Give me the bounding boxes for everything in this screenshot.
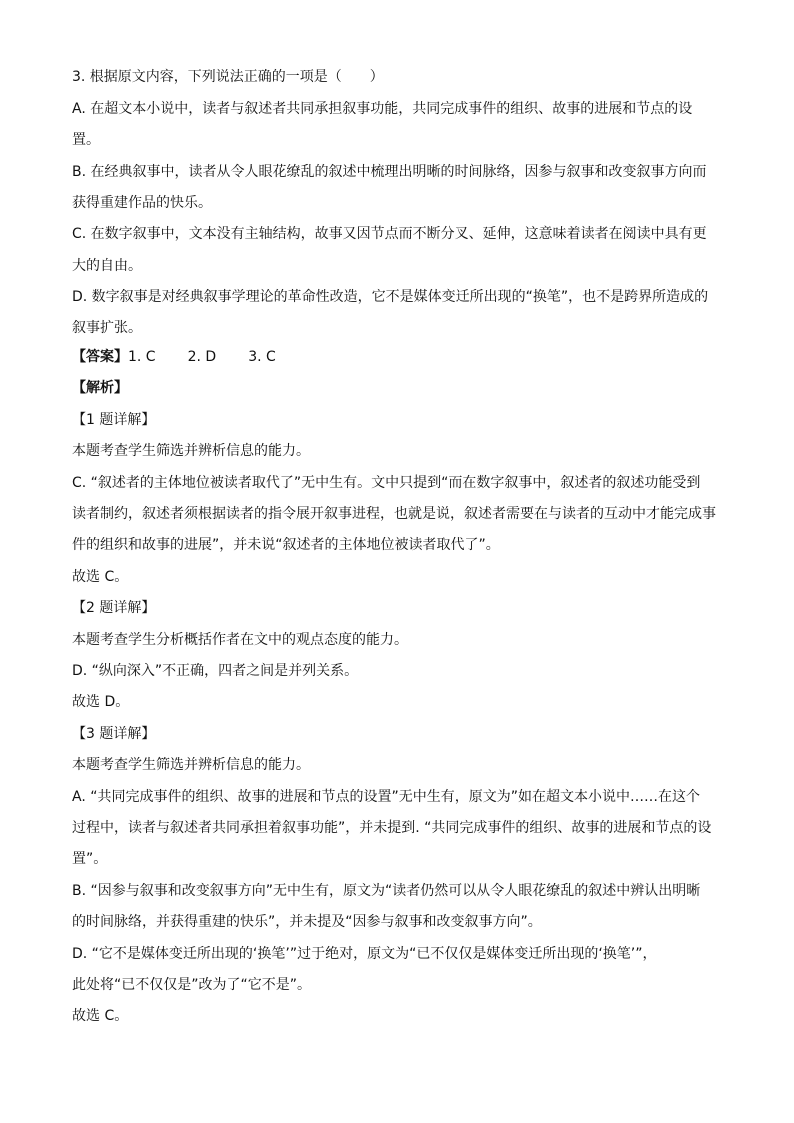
answer-item-2: 2. D (187, 349, 217, 365)
detail-3-conclusion: 故选 C。 (72, 1008, 129, 1024)
answer-row (72, 347, 276, 367)
answer-label: 【答案】 (72, 349, 128, 365)
detail-3-heading: 【3 题详解】 (72, 726, 156, 742)
detail-2-line-2: D. “纵向深入”不正确，四者之间是并列关系。 (72, 663, 359, 679)
detail-2-conclusion: 故选 D。 (72, 694, 130, 710)
option-d-line-1: D. 数字叙事是对经典叙事学理论的革命性改造，它不是媒体变迁所出现的“换笔”，也不是跨界所造成的 (72, 289, 709, 305)
detail-3-line-2: A. “共同完成事件的组织、故事的进展和节点的设置”无中生有，原文为”如在超文本小说中……在这个 (72, 789, 700, 805)
detail-1-conclusion: 故选 C。 (72, 569, 129, 585)
detail-2-heading: 【2 题详解】 (72, 600, 156, 616)
option-c-line-1: C. 在数字叙事中，文本没有主轴结构，故事又因节点而不断分叉、延伸，这意味着读者在阅读中具有更 (72, 226, 707, 242)
detail-1-line-2: C. “叙述者的主体地位被读者取代了”无中生有。文中只提到“而在数字叙事中，叙述者的叙述功能受到 (72, 475, 701, 491)
detail-3-line-3: 过程中，读者与叙述者共同承担着叙事功能”，并未提到. “共同完成事件的组织、故事的进展和节点的设 (72, 820, 712, 836)
question-3-stem: 3. 根据原文内容，下列说法正确的一项是（ ） (72, 69, 384, 85)
answer-item-3: 3. C (248, 349, 276, 365)
option-b-line-1: B. 在经典叙事中，读者从令人眼花缭乱的叙述中梳理出明晰的时间脉络，因参与叙事和改变叙事方向而 (72, 164, 707, 180)
detail-3-line-4: 置”。 (72, 851, 108, 867)
option-a-line-1: A. 在超文本小说中，读者与叙述者共同承担叙事功能，共同完成事件的组织、故事的进展和节点的设 (72, 101, 693, 117)
analysis-label: 【解析】 (72, 380, 128, 396)
answer-item-1: 1. C (128, 349, 156, 365)
detail-1-line-4: 件的组织和故事的进展”，并未说“叙述者的主体地位被读者取代了”。 (72, 537, 500, 553)
option-c-line-2: 大的自由。 (72, 258, 142, 274)
detail-1-line-3: 读者制约，叙述者须根据读者的指令展开叙事进程，也就是说，叙述者需要在与读者的互动中才能完成事 (72, 506, 716, 522)
detail-1-heading: 【1 题详解】 (72, 412, 156, 428)
detail-1-line-1: 本题考查学生筛选并辨析信息的能力。 (72, 443, 310, 459)
option-d-line-2: 叙事扩张。 (72, 320, 142, 336)
detail-3-line-6: 的时间脉络，并获得重建的快乐”，并未提及“因参与叙事和改变叙事方向”。 (72, 914, 542, 930)
option-a-line-2: 置。 (72, 132, 100, 148)
detail-3-line-8: 此处将“已不仅仅是”改为了“它不是”。 (72, 977, 312, 993)
option-b-line-2: 获得重建作品的快乐。 (72, 195, 212, 211)
detail-2-line-1: 本题考查学生分析概括作者在文中的观点态度的能力。 (72, 632, 408, 648)
detail-3-line-5: B. “因参与叙事和改变叙事方向”无中生有，原文为“读者仍然可以从令人眼花缭乱的叙述中辨认出明晰 (72, 883, 701, 899)
detail-3-line-1: 本题考查学生筛选并辨析信息的能力。 (72, 757, 310, 773)
detail-3-line-7: D. “它不是媒体变迁所出现的‘换笔’”过于绝对，原文为“已不仅仅是媒体变迁所出现的‘换笔’”， (72, 946, 657, 962)
